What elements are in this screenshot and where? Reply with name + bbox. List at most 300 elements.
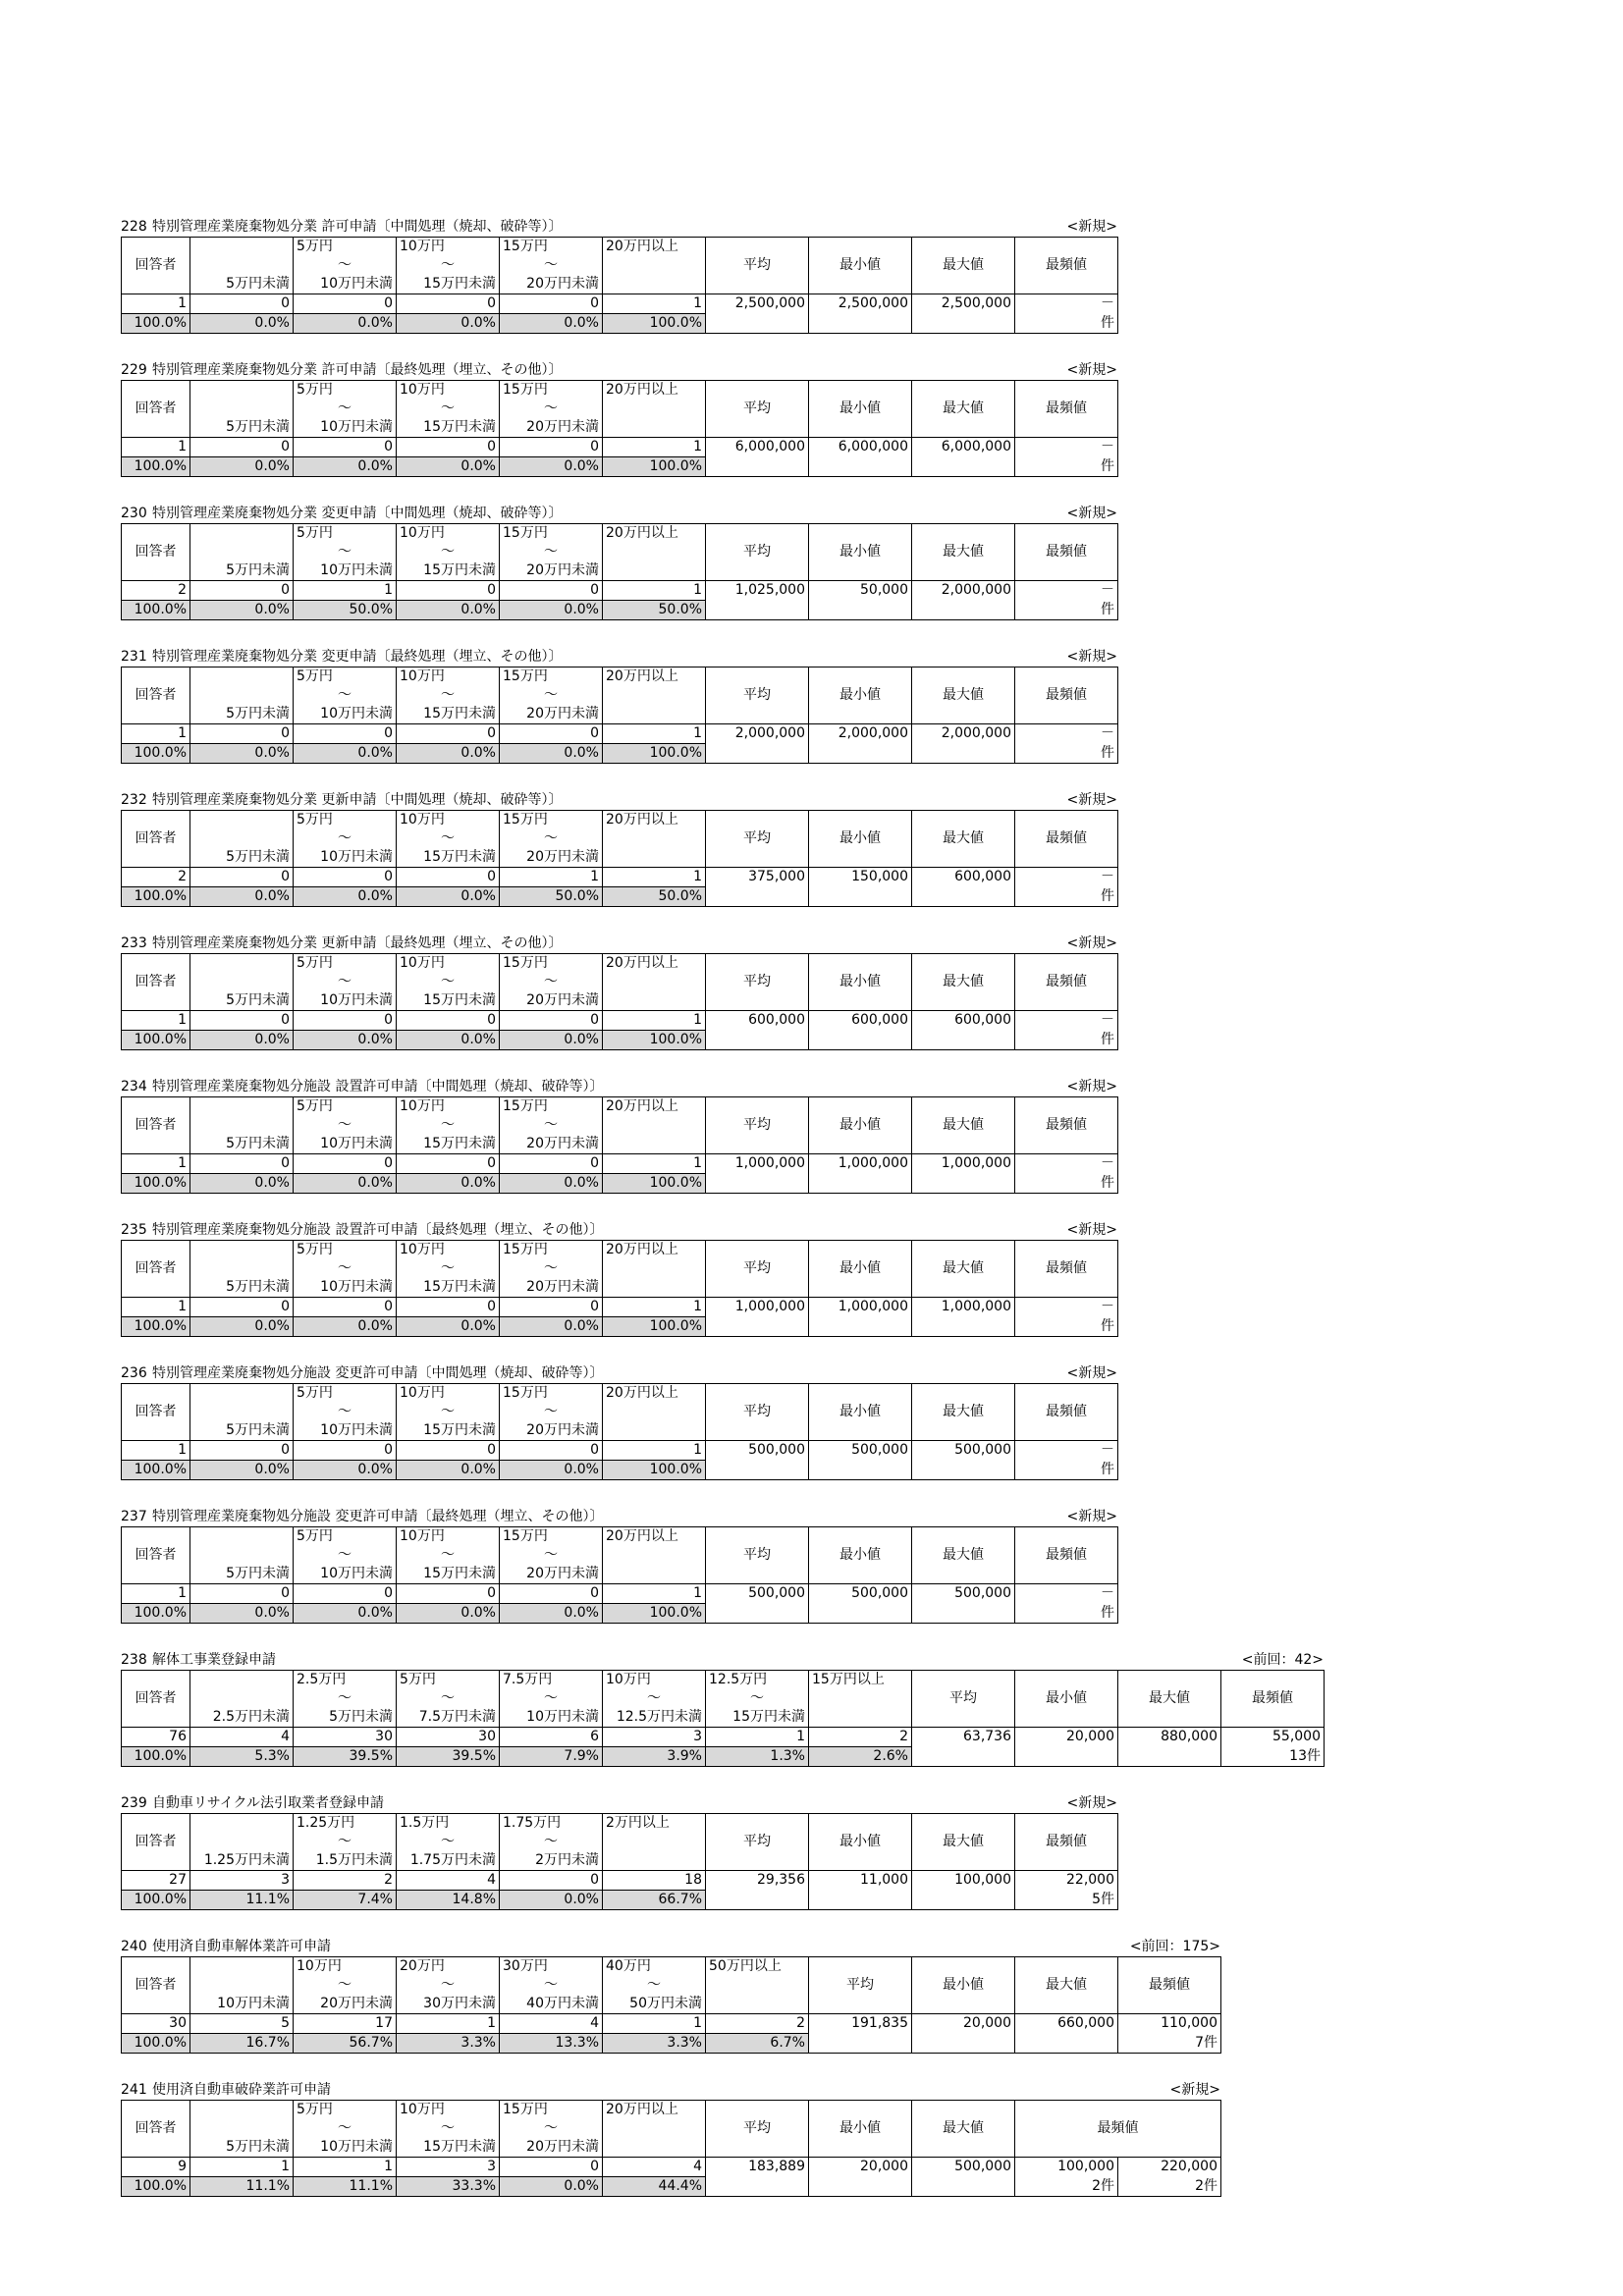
range-count: 0	[500, 724, 603, 744]
average-header: 平均	[809, 1957, 912, 2014]
average-value: 1,000,000	[706, 1298, 809, 1317]
range-upper-label	[603, 991, 706, 1011]
minimum-value: 1,000,000	[809, 1154, 912, 1174]
average-value: 63,736	[912, 1728, 1015, 1747]
minimum-header: 最小値	[809, 1527, 912, 1584]
range-lower-label: 5万円	[294, 1384, 397, 1404]
range-count: 4	[500, 2014, 603, 2034]
average-header: 平均	[706, 1384, 809, 1441]
range-tilde: ～	[397, 1259, 500, 1278]
maximum-value: 600,000	[912, 1011, 1015, 1031]
mode-value: －	[1015, 1154, 1118, 1174]
average-value: 2,000,000	[706, 724, 809, 744]
range-count: 1	[603, 1154, 706, 1174]
minimum-header: 最小値	[809, 667, 912, 724]
section-title-text: 特別管理産業廃棄物処分業 許可申請〔中間処理（焼却、破砕等）〕	[152, 219, 563, 235]
range-count: 0	[397, 1584, 500, 1604]
maximum-header: 最大値	[912, 524, 1015, 581]
range-count: 0	[397, 724, 500, 744]
range-tilde	[190, 973, 294, 991]
mode-value: 110,000	[1118, 2014, 1221, 2034]
range-count: 3	[603, 1728, 706, 1747]
stats-table	[121, 1956, 1221, 2054]
range-upper-label: 15万円未満	[397, 2138, 500, 2158]
section-tag: <新規>	[1066, 792, 1117, 808]
range-tilde: ～	[500, 1116, 603, 1135]
stats-table	[121, 380, 1118, 477]
range-percent: 5.3%	[190, 1747, 294, 1767]
maximum-blank	[912, 1317, 1015, 1337]
range-upper-label: 20万円未満	[294, 1995, 397, 2014]
range-count: 17	[294, 2014, 397, 2034]
average-header: 平均	[706, 238, 809, 294]
range-count: 2	[809, 1728, 912, 1747]
range-percent: 100.0%	[603, 744, 706, 764]
range-lower-label: 5万円	[294, 524, 397, 544]
section-number: 240	[121, 1939, 147, 1954]
range-lower-label	[190, 667, 294, 687]
respondent-percent: 100.0%	[122, 887, 190, 907]
range-tilde: ～	[500, 543, 603, 561]
range-count: 0	[397, 294, 500, 314]
range-count: 0	[190, 438, 294, 457]
section-title-text: 使用済自動車破砕業許可申請	[152, 2082, 331, 2098]
respondent-percent: 100.0%	[122, 1031, 190, 1050]
respondents-header: 回答者	[122, 381, 190, 438]
range-upper-label: 20万円未満	[500, 991, 603, 1011]
range-percent: 39.5%	[397, 1747, 500, 1767]
range-lower-label: 15万円	[500, 667, 603, 687]
average-header: 平均	[706, 954, 809, 1011]
range-lower-label: 15万円	[500, 524, 603, 544]
range-lower-label: 5万円	[294, 2101, 397, 2120]
range-lower-label: 5万円	[397, 1671, 500, 1690]
range-upper-label	[603, 2138, 706, 2158]
range-count: 0	[500, 294, 603, 314]
range-tilde	[706, 1976, 809, 1995]
range-lower-label: 20万円以上	[603, 524, 706, 544]
maximum-blank	[912, 1174, 1015, 1194]
range-tilde: ～	[294, 1976, 397, 1995]
respondent-count: 1	[122, 1441, 190, 1461]
mode-count: 件	[1015, 1317, 1118, 1337]
minimum-header: 最小値	[809, 381, 912, 438]
maximum-value: 6,000,000	[912, 438, 1015, 457]
range-lower-label: 7.5万円	[500, 1671, 603, 1690]
mode-header: 最頻値	[1015, 667, 1118, 724]
average-blank	[706, 1461, 809, 1480]
mode-value: －	[1015, 1298, 1118, 1317]
range-count: 0	[190, 1584, 294, 1604]
minimum-header: 最小値	[1015, 1671, 1118, 1728]
range-count: 0	[397, 1298, 500, 1317]
range-upper-label: 7.5万円未満	[397, 1708, 500, 1728]
range-upper-label: 12.5万円未満	[603, 1708, 706, 1728]
minimum-value: 11,000	[809, 1871, 912, 1891]
range-lower-label: 5万円	[294, 238, 397, 257]
range-count: 2	[706, 2014, 809, 2034]
mode-count: 7件	[1118, 2034, 1221, 2054]
range-lower-label: 20万円以上	[603, 381, 706, 400]
range-upper-label	[603, 1565, 706, 1584]
average-blank	[706, 1174, 809, 1194]
range-tilde: ～	[500, 400, 603, 418]
survey-section	[121, 648, 1118, 764]
range-tilde: ～	[397, 1403, 500, 1421]
minimum-value: 600,000	[809, 1011, 912, 1031]
respondent-count: 76	[122, 1728, 190, 1747]
mode-value: －	[1015, 294, 1118, 314]
range-tilde: ～	[294, 1259, 397, 1278]
range-lower-label	[190, 238, 294, 257]
range-count: 0	[294, 1154, 397, 1174]
range-tilde	[190, 1689, 294, 1708]
range-tilde	[190, 686, 294, 705]
range-count: 3	[190, 1871, 294, 1891]
respondent-percent: 100.0%	[122, 2034, 190, 2054]
average-header: 平均	[706, 811, 809, 868]
range-count: 1	[603, 868, 706, 887]
range-upper-label: 2万円未満	[500, 1851, 603, 1871]
minimum-header: 最小値	[809, 2101, 912, 2158]
range-percent: 0.0%	[500, 1317, 603, 1337]
range-percent: 100.0%	[603, 314, 706, 334]
range-percent: 0.0%	[500, 457, 603, 477]
average-header: 平均	[912, 1671, 1015, 1728]
maximum-value: 100,000	[912, 1871, 1015, 1891]
range-count: 1	[603, 438, 706, 457]
range-upper-label: 5万円未満	[190, 705, 294, 724]
range-percent: 33.3%	[397, 2177, 500, 2197]
mode-value: －	[1015, 438, 1118, 457]
range-tilde: ～	[294, 1833, 397, 1851]
range-lower-label: 15万円	[500, 1384, 603, 1404]
mode-value: 22,000	[1015, 1871, 1118, 1891]
respondent-percent: 100.0%	[122, 601, 190, 620]
section-title	[121, 218, 1117, 237]
range-count: 1	[603, 294, 706, 314]
range-upper-label	[603, 1851, 706, 1871]
range-percent: 100.0%	[603, 1604, 706, 1624]
section-number: 232	[121, 792, 147, 808]
range-tilde: ～	[500, 829, 603, 848]
section-tag: <新規>	[1066, 362, 1117, 378]
range-lower-label: 5万円	[294, 811, 397, 830]
mode-value: －	[1015, 1584, 1118, 1604]
section-tag: <新規>	[1066, 1222, 1117, 1238]
range-lower-label: 10万円	[397, 811, 500, 830]
range-lower-label	[190, 1814, 294, 1834]
range-lower-label: 5万円	[294, 667, 397, 687]
section-title	[121, 1794, 1117, 1813]
range-lower-label: 15万円	[500, 811, 603, 830]
range-tilde: ～	[500, 1689, 603, 1708]
range-lower-label: 1.5万円	[397, 1814, 500, 1834]
section-title	[121, 934, 1117, 953]
maximum-header: 最大値	[912, 1241, 1015, 1298]
minimum-value: 50,000	[809, 581, 912, 601]
range-upper-label: 2.5万円未満	[190, 1708, 294, 1728]
range-percent: 100.0%	[603, 457, 706, 477]
maximum-blank	[912, 2177, 1015, 2197]
range-count: 0	[294, 868, 397, 887]
mode-header: 最頻値	[1015, 524, 1118, 581]
average-value: 1,025,000	[706, 581, 809, 601]
mode-value: 220,000	[1118, 2158, 1221, 2177]
mode-value: －	[1015, 868, 1118, 887]
section-number: 241	[121, 2082, 147, 2098]
range-upper-label: 1.75万円未満	[397, 1851, 500, 1871]
range-count: 0	[500, 581, 603, 601]
respondent-percent: 100.0%	[122, 1174, 190, 1194]
range-lower-label: 5万円	[294, 1527, 397, 1547]
range-tilde	[190, 400, 294, 418]
section-title	[121, 1938, 1220, 1956]
range-tilde	[603, 1546, 706, 1565]
range-lower-label: 10万円	[397, 667, 500, 687]
minimum-header: 最小値	[809, 1241, 912, 1298]
mode-value: 100,000	[1015, 2158, 1118, 2177]
respondents-header: 回答者	[122, 1671, 190, 1728]
range-tilde: ～	[500, 686, 603, 705]
mode-value: －	[1015, 1441, 1118, 1461]
range-lower-label: 10万円	[294, 1957, 397, 1977]
range-tilde: ～	[397, 1833, 500, 1851]
maximum-header: 最大値	[1118, 1671, 1221, 1728]
range-lower-label: 20万円以上	[603, 811, 706, 830]
range-lower-label: 10万円	[397, 1384, 500, 1404]
range-count: 0	[500, 1584, 603, 1604]
mode-header: 最頻値	[1015, 2101, 1221, 2158]
range-percent: 0.0%	[397, 1604, 500, 1624]
range-upper-label: 20万円未満	[500, 561, 603, 581]
range-percent: 0.0%	[190, 1461, 294, 1480]
maximum-blank	[912, 601, 1015, 620]
range-percent: 0.0%	[190, 457, 294, 477]
range-percent: 0.0%	[294, 1461, 397, 1480]
range-count: 0	[397, 1154, 500, 1174]
section-tag: <新規>	[1066, 506, 1117, 521]
respondent-count: 27	[122, 1871, 190, 1891]
respondents-header: 回答者	[122, 238, 190, 294]
maximum-blank	[912, 1604, 1015, 1624]
range-count: 0	[190, 294, 294, 314]
range-lower-label: 1.75万円	[500, 1814, 603, 1834]
range-upper-label: 10万円未満	[294, 705, 397, 724]
range-count: 0	[190, 1154, 294, 1174]
range-tilde: ～	[500, 1833, 603, 1851]
range-lower-label	[190, 1241, 294, 1260]
respondent-percent: 100.0%	[122, 314, 190, 334]
range-count: 30	[294, 1728, 397, 1747]
range-tilde: ～	[500, 1259, 603, 1278]
range-lower-label: 10万円	[397, 2101, 500, 2120]
range-lower-label: 40万円	[603, 1957, 706, 1977]
range-percent: 100.0%	[603, 1317, 706, 1337]
mode-header: 最頻値	[1015, 954, 1118, 1011]
range-upper-label: 10万円未満	[500, 1708, 603, 1728]
range-upper-label: 20万円未満	[500, 418, 603, 438]
range-percent: 3.3%	[397, 2034, 500, 2054]
minimum-blank	[809, 1317, 912, 1337]
mode-count: 13件	[1221, 1747, 1325, 1767]
minimum-blank	[809, 314, 912, 334]
range-tilde: ～	[397, 256, 500, 275]
range-lower-label: 20万円以上	[603, 238, 706, 257]
section-tag: <前回：42>	[1241, 1652, 1324, 1668]
range-count: 0	[397, 868, 500, 887]
range-percent: 0.0%	[397, 1174, 500, 1194]
range-percent: 7.9%	[500, 1747, 603, 1767]
maximum-blank	[912, 1891, 1015, 1910]
range-count: 0	[190, 724, 294, 744]
range-lower-label: 2万円以上	[603, 1814, 706, 1834]
range-count: 0	[190, 1298, 294, 1317]
respondents-header: 回答者	[122, 524, 190, 581]
section-title-text: 特別管理産業廃棄物処分施設 設置許可申請〔中間処理（焼却、破砕等）〕	[152, 1079, 604, 1095]
range-tilde: ～	[397, 400, 500, 418]
survey-section	[121, 218, 1118, 334]
maximum-header: 最大値	[912, 954, 1015, 1011]
range-tilde	[190, 1116, 294, 1135]
average-value: 500,000	[706, 1584, 809, 1604]
section-title	[121, 1078, 1117, 1096]
stats-table	[121, 1813, 1118, 1910]
maximum-value: 500,000	[912, 1584, 1015, 1604]
mode-value: －	[1015, 1011, 1118, 1031]
range-tilde: ～	[500, 2119, 603, 2138]
minimum-blank	[809, 601, 912, 620]
section-number: 233	[121, 935, 147, 951]
maximum-header: 最大値	[912, 1527, 1015, 1584]
section-title	[121, 791, 1117, 810]
minimum-value: 150,000	[809, 868, 912, 887]
section-tag: <新規>	[1066, 1509, 1117, 1524]
range-tilde: ～	[603, 1976, 706, 1995]
range-tilde: ～	[294, 686, 397, 705]
range-lower-label: 10万円	[397, 1097, 500, 1117]
range-upper-label: 20万円未満	[500, 1278, 603, 1298]
average-blank	[706, 1031, 809, 1050]
minimum-value: 2,000,000	[809, 724, 912, 744]
range-count: 1	[294, 581, 397, 601]
range-count: 0	[294, 1011, 397, 1031]
section-title	[121, 1651, 1324, 1670]
minimum-header: 最小値	[809, 524, 912, 581]
minimum-blank	[1015, 1747, 1118, 1767]
range-lower-label: 5万円	[294, 381, 397, 400]
range-percent: 56.7%	[294, 2034, 397, 2054]
range-lower-label: 10万円	[397, 524, 500, 544]
average-blank	[706, 887, 809, 907]
maximum-header: 最大値	[912, 2101, 1015, 2158]
range-percent: 0.0%	[500, 601, 603, 620]
range-tilde	[190, 1976, 294, 1995]
respondents-header: 回答者	[122, 954, 190, 1011]
range-lower-label	[190, 1097, 294, 1117]
range-tilde: ～	[500, 256, 603, 275]
mode-header: 最頻値	[1118, 1957, 1221, 2014]
average-value: 500,000	[706, 1441, 809, 1461]
range-upper-label: 10万円未満	[294, 1565, 397, 1584]
range-lower-label	[190, 1957, 294, 1977]
respondents-header: 回答者	[122, 1241, 190, 1298]
range-lower-label: 50万円以上	[706, 1957, 809, 1977]
mode-count: 件	[1015, 744, 1118, 764]
respondents-header: 回答者	[122, 2101, 190, 2158]
range-count: 4	[397, 1871, 500, 1891]
range-percent: 0.0%	[294, 744, 397, 764]
range-lower-label: 20万円以上	[603, 1527, 706, 1547]
range-count: 0	[397, 581, 500, 601]
maximum-header: 最大値	[912, 667, 1015, 724]
range-count: 0	[500, 438, 603, 457]
range-tilde: ～	[294, 1546, 397, 1565]
section-number: 239	[121, 1795, 147, 1811]
range-lower-label: 10万円	[603, 1671, 706, 1690]
section-number: 238	[121, 1652, 147, 1668]
mode-header: 最頻値	[1015, 1241, 1118, 1298]
maximum-value: 1,000,000	[912, 1154, 1015, 1174]
minimum-value: 2,500,000	[809, 294, 912, 314]
maximum-header: 最大値	[1015, 1957, 1118, 2014]
range-lower-label	[190, 2101, 294, 2120]
mode-value: －	[1015, 581, 1118, 601]
range-percent: 0.0%	[397, 314, 500, 334]
range-tilde	[603, 1833, 706, 1851]
respondent-count: 2	[122, 581, 190, 601]
range-percent: 14.8%	[397, 1891, 500, 1910]
range-lower-label: 12.5万円	[706, 1671, 809, 1690]
survey-section	[121, 1794, 1118, 1910]
range-tilde	[603, 686, 706, 705]
range-upper-label: 10万円未満	[294, 2138, 397, 2158]
respondents-header: 回答者	[122, 811, 190, 868]
section-title-text: 使用済自動車解体業許可申請	[152, 1939, 331, 1954]
range-count: 0	[294, 1298, 397, 1317]
range-percent: 2.6%	[809, 1747, 912, 1767]
range-percent: 0.0%	[294, 457, 397, 477]
minimum-header: 最小値	[809, 238, 912, 294]
range-percent: 11.1%	[190, 2177, 294, 2197]
range-upper-label: 15万円未満	[397, 561, 500, 581]
mode-header: 最頻値	[1015, 381, 1118, 438]
range-upper-label	[603, 1421, 706, 1441]
range-percent: 0.0%	[500, 1461, 603, 1480]
range-upper-label: 1.25万円未満	[190, 1851, 294, 1871]
range-tilde: ～	[294, 2119, 397, 2138]
range-tilde	[603, 400, 706, 418]
range-tilde: ～	[397, 1976, 500, 1995]
range-upper-label	[603, 1135, 706, 1154]
range-percent: 0.0%	[190, 1031, 294, 1050]
minimum-blank	[912, 2034, 1015, 2054]
range-percent: 0.0%	[397, 457, 500, 477]
range-tilde: ～	[294, 1116, 397, 1135]
range-upper-label: 20万円未満	[500, 705, 603, 724]
range-upper-label: 5万円未満	[190, 275, 294, 294]
section-title-text: 自動車リサイクル法引取業者登録申請	[152, 1795, 385, 1811]
range-upper-label: 10万円未満	[294, 418, 397, 438]
range-lower-label: 15万円	[500, 238, 603, 257]
maximum-blank	[1118, 1747, 1221, 1767]
range-count: 1	[603, 1298, 706, 1317]
stats-table	[121, 1670, 1325, 1767]
section-title	[121, 505, 1117, 523]
range-tilde	[190, 1403, 294, 1421]
respondent-percent: 100.0%	[122, 1604, 190, 1624]
survey-section	[121, 2081, 1221, 2197]
